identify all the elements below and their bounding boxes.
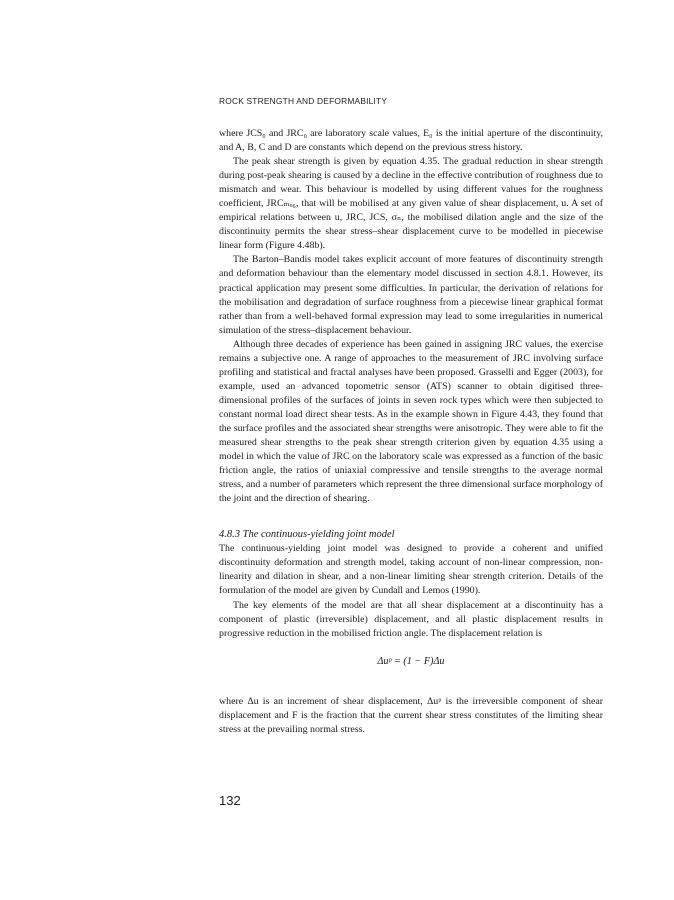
running-head: ROCK STRENGTH AND DEFORMABILITY [219, 96, 388, 106]
paragraph-3: The Barton–Bandis model takes explicit account of more features of discontinuity strength and deformation behaviour than the elementary model discussed in section 4.8.1. However, its practical application may present some difficulties. In particular, the derivation of relations for the mobilisation and degradation of surface roughness from a piecewise linear graphical format rather than from a well-behaved formal expression may lead to some irregularities in numerical simulation of the stress–displacement behaviour. [219, 254, 603, 336]
paragraph-1: where JCS₀ and JRC₀ are laboratory scale values, E₀ is the initial aperture of the discontinuity, and A, B, C and D are constants which depend on the previous stress history. [219, 128, 603, 154]
paragraph-4: Although three decades of experience has been gained in assigning JRC values, the exercise remains a subjective one. A range of approaches to the measurement of JRC involving surface profiling and statistical and fractal analyses have been proposed. Grasselli and Egger (2003), for example, used an advanced topometric sensor (ATS) scanner to obtain digitised three-dimensional profiles of the surfaces of joints in seven rock types which were then subjected to constant normal load direct shear tests. As in the example shown in Figure 4.43, they found that the surface profiles and the associated shear strengths were anisotropic. They were able to fit the measured shear strengths to the peak shear strength criterion given by equation 4.35 using a model in which the value of JRC on the laboratory scale was expressed as a function of the basic friction angle, the ratios of uniaxial compressive and tensile strengths to the average normal stress, and a number of parameters which represent the three dimensional surface morphology of the joint and the direction of shearing. [219, 338, 603, 505]
paragraph-2: The peak shear strength is given by equation 4.35. The gradual reduction in shear strength during post-peak shearing is caused by a decline in the effective contribution of roughness due to mismatch and wear. This behaviour is modelled by using different values for the roughness coefficient, JRCₘₒ₆, that will be mobilised at any given value of shear displacement, u. A set of empirical relations between u, JRC, JCS, σₙ, the mobilised dilation angle and the size of the discontinuity permits the shear stress–shear displacement curve to be modelled in piecewise linear form (Figure 4.48b). [219, 156, 603, 252]
page-number: 132 [219, 793, 241, 808]
section-heading: 4.8.3 The continuous-yielding joint model [219, 529, 395, 541]
displacement-equation: Δuᵖ = (1 − F)Δu [377, 655, 445, 667]
body-text [219, 127, 603, 737]
paragraph-7: where Δu is an increment of shear displacement, Δuᵖ is the irreversible component of shear displacement and F is the fraction that the current shear stress constitutes of the limiting shear stress at the prevailing normal stress. [219, 695, 603, 735]
paragraph-5: The continuous-yielding joint model was designed to provide a coherent and unified discontinuity deformation and strength model, taking account of non-linear compression, non-linearity and dilation in shear, and a non-linear limiting shear strength criterion. Details of the formulation of the model are given by Cundall and Lemos (1990). [219, 543, 603, 597]
paragraph-6: The key elements of the model are that all shear displacement at a discontinuity has a component of plastic (irreversible) displacement, and all plastic displacement results in progressive reduction in the mobilised friction angle. The displacement relation is [219, 599, 603, 639]
